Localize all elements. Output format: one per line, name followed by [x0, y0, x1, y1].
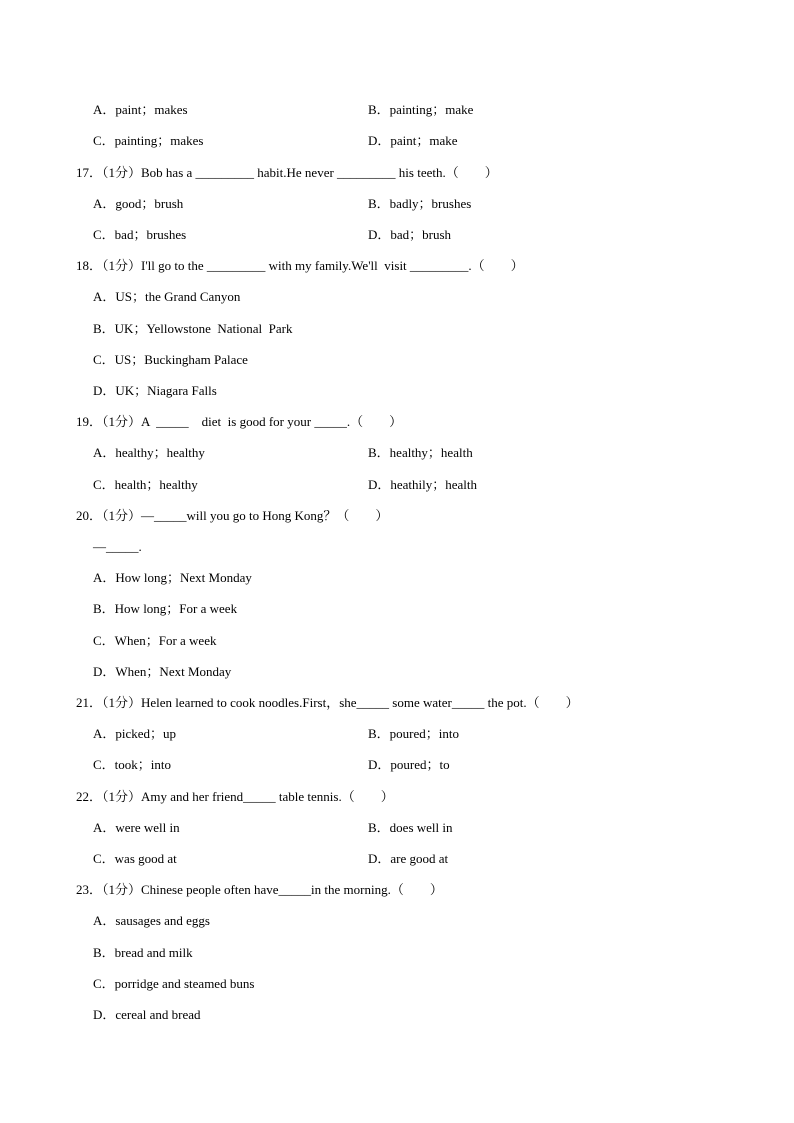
- question-21-stem: 21．（1分）Helen learned to cook noodles.First，she_____ some water_____ the pot.（ ）: [76, 695, 579, 710]
- question-18-option-d: D．UK；Niagara Falls: [93, 383, 217, 398]
- prev-option-d: D．paint；make: [368, 133, 458, 148]
- question-21-option-c: C．took；into: [93, 757, 172, 772]
- question-19-option-b: B．healthy；health: [368, 445, 473, 460]
- question-17-option-d: D．bad；brush: [368, 227, 452, 242]
- question-22-stem: 22．（1分）Amy and her friend_____ table tennis.（ ）: [76, 789, 394, 804]
- question-18-option-a: A．US；the Grand Canyon: [93, 289, 241, 304]
- question-23-stem: 23．（1分）Chinese people often have_____in the morning.（ ）: [76, 882, 443, 897]
- question-18-option-b: B．UK；Yellowstone National Park: [93, 321, 293, 336]
- prev-option-a: A．paint；makes: [93, 102, 188, 117]
- prev-option-c: C．painting；makes: [93, 133, 204, 148]
- question-20-option-d: D．When；Next Monday: [93, 664, 232, 679]
- question-17-stem: 17．（1分）Bob has a _________ habit.He never _________ his teeth.（ ）: [76, 165, 498, 180]
- question-19-option-c: C．health；healthy: [93, 477, 198, 492]
- question-22-option-d: D．are good at: [368, 851, 449, 866]
- question-18-option-c: C．US；Buckingham Palace: [93, 352, 248, 367]
- question-17-option-a: A．good；brush: [93, 196, 184, 211]
- question-18-stem: 18．（1分）I'll go to the _________ with my family.We'll visit _________.（ ）: [76, 258, 524, 273]
- question-21-option-b: B．poured；into: [368, 726, 459, 741]
- question-21-option-d: D．poured；to: [368, 757, 450, 772]
- question-21-option-a: A．picked；up: [93, 726, 177, 741]
- question-22-option-b: B．does well in: [368, 820, 453, 835]
- question-23-option-c: C．porridge and steamed buns: [93, 976, 255, 991]
- question-20-option-a: A．How long；Next Monday: [93, 570, 252, 585]
- question-19-option-d: D．heathily；health: [368, 477, 478, 492]
- question-23-option-d: D．cereal and bread: [93, 1007, 201, 1022]
- question-20-option-c: C．When；For a week: [93, 633, 217, 648]
- prev-option-b: B．painting；make: [368, 102, 474, 117]
- question-19-option-a: A．healthy；healthy: [93, 445, 205, 460]
- question-20-stem: 20．（1分）—_____will you go to Hong Kong？（ ）: [76, 508, 389, 523]
- question-17-option-b: B．badly；brushes: [368, 196, 472, 211]
- question-22-option-c: C．was good at: [93, 851, 177, 866]
- question-23-option-b: B．bread and milk: [93, 945, 193, 960]
- question-20-option-b: B．How long；For a week: [93, 601, 238, 616]
- question-17-option-c: C．bad；brushes: [93, 227, 187, 242]
- question-23-option-a: A．sausages and eggs: [93, 913, 210, 928]
- question-19-stem: 19．（1分）A _____ diet is good for your _____.（ ）: [76, 414, 403, 429]
- question-22-option-a: A．were well in: [93, 820, 180, 835]
- question-20-response-line: —_____.: [93, 539, 142, 554]
